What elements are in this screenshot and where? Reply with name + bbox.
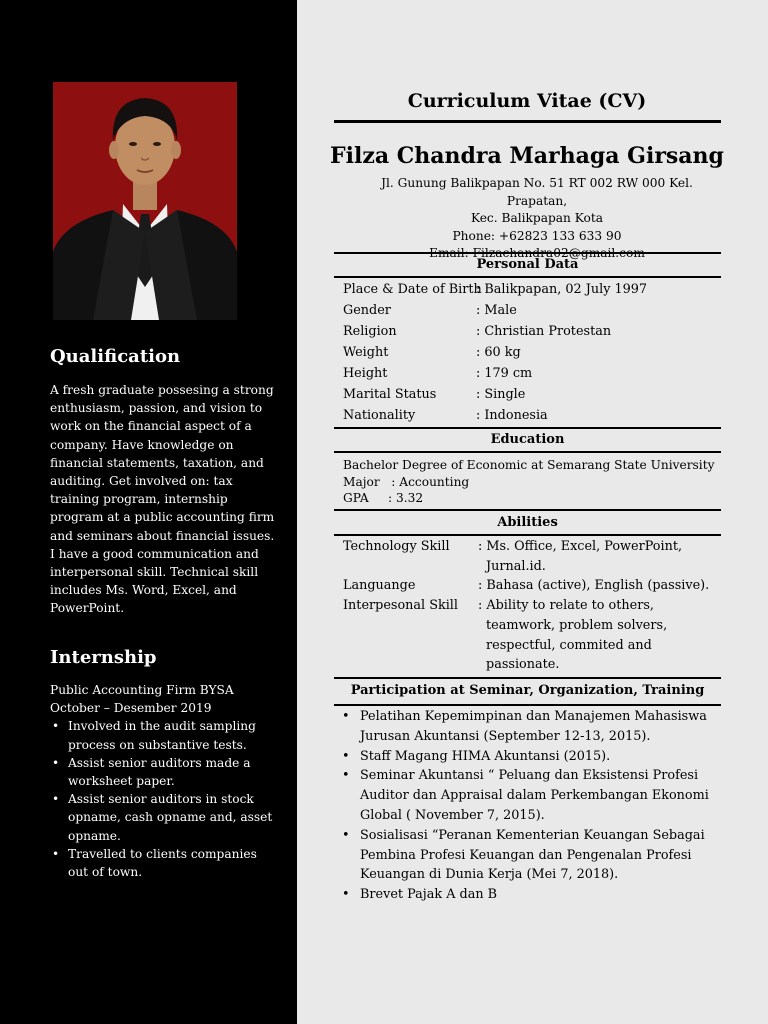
personal-data-heading: Personal Data: [476, 257, 579, 272]
internship-company: Public Accounting Firm BYSA: [50, 683, 234, 697]
field-value: : Christian Protestan: [476, 324, 612, 339]
ability-value: : Bahasa (active), English (passive).: [478, 578, 710, 593]
list-item: • Sosialisasi “Peranan Kementerian Keuangan Sebagai Pembina Profesi Keuangan dan Pengenalan Profesi Keuangan di Dunia Kerja (Mei 7, 2018).: [340, 826, 720, 885]
profile-photo: [53, 82, 237, 320]
title-divider: [334, 120, 721, 123]
section-divider: [334, 704, 721, 706]
list-item: • Travelled to clients companies out of town.: [50, 845, 275, 881]
address-line-2: Kec. Balikpapan Kota: [470, 211, 604, 225]
abilities-heading: Abilities: [497, 515, 558, 530]
degree-text: Bachelor Degree of Economic at Semarang State University: [343, 458, 715, 472]
person-portrait-image: [53, 82, 237, 320]
field-value: : Single: [476, 387, 526, 402]
contact-block: [357, 175, 717, 263]
section-divider: [334, 427, 721, 429]
ability-value: : Ms. Office, Excel, PowerPoint, Jurnal.id.: [478, 539, 683, 574]
field-label: Nationality: [343, 408, 416, 423]
left-sidebar: [0, 0, 297, 1024]
ability-row-language: [343, 576, 743, 596]
section-divider: [334, 677, 721, 679]
section-divider: [334, 451, 721, 453]
ability-label: Languange: [343, 578, 416, 593]
document-title: Curriculum Vitae (CV): [407, 90, 647, 112]
list-item: • Brevet Pajak A dan B: [340, 885, 720, 905]
section-divider: [334, 509, 721, 511]
field-value: : Indonesia: [476, 408, 548, 423]
major-text: Major : Accounting: [343, 474, 470, 489]
address-line-1: Jl. Gunung Balikpapan No. 51 RT 002 RW 000 Kel. Prapatan,: [381, 176, 693, 208]
list-item: • Assist senior auditors in stock opname, cash opname and, asset opname.: [50, 790, 275, 845]
education-block: [343, 457, 715, 507]
list-item: • Staff Magang HIMA Akuntansi (2015).: [340, 747, 720, 767]
field-label: Place & Date of Birth: [343, 282, 482, 297]
applicant-name: Filza Chandra Marhaga Girsang: [330, 143, 724, 169]
ability-row-interpersonal: [343, 596, 743, 676]
field-value: : Male: [476, 303, 517, 318]
internship-heading: Internship: [50, 647, 157, 668]
list-item: • Seminar Akuntansi “ Peluang dan Eksistensi Profesi Auditor dan Appraisal dalam Perkembangan Ekonomi Global ( November 7, 2015).: [340, 766, 720, 825]
education-heading: Education: [490, 432, 565, 447]
field-label: Gender: [343, 303, 391, 318]
ability-value: : Ability to relate to others, teamwork, problem solvers, respectful, commited and passionate.: [478, 598, 668, 673]
field-label: Religion: [343, 324, 397, 339]
field-label: Height: [343, 366, 388, 381]
field-value: : Balikpapan, 02 July 1997: [476, 282, 648, 297]
seminar-list: [340, 707, 720, 905]
field-value: : 179 cm: [476, 366, 533, 381]
field-label: Weight: [343, 345, 389, 360]
section-divider: [334, 252, 721, 254]
list-item: • Assist senior auditors made a worksheet paper.: [50, 754, 275, 790]
phone-text: Phone: +62823 133 633 90: [452, 228, 622, 243]
ability-row-technology: [343, 537, 743, 577]
ability-label: Technology Skill: [343, 539, 450, 554]
qualification-heading: Qualification: [50, 346, 181, 367]
internship-period: October – Desember 2019: [50, 701, 212, 716]
field-value: : 60 kg: [476, 345, 521, 360]
qualification-text: A fresh graduate possesing a strong enthusiasm, passion, and vision to work on the financial aspect of a company. Have knowledge on financial statements, taxation, and auditing. Get involved on: tax training program, internship program at a public accounting firm and seminars about financial issues. I have a good communication and interpersonal skill. Technical skill includes Ms. Word, Excel, and PowerPoint.: [50, 383, 275, 616]
list-item: • Pelatihan Kepemimpinan dan Manajemen Mahasiswa Jurusan Akuntansi (September 12-13, 2015).: [340, 707, 720, 747]
main-content: [297, 0, 768, 1024]
field-label: Marital Status: [343, 387, 437, 402]
internship-list: [50, 717, 275, 881]
internship-block: [50, 681, 275, 881]
gpa-text: GPA : 3.32: [343, 491, 424, 505]
section-divider: [334, 534, 721, 536]
ability-label: Interpesonal Skill: [343, 598, 458, 613]
seminars-heading: Participation at Seminar, Organization, Training: [350, 683, 705, 698]
section-divider: [334, 276, 721, 278]
list-item: • Involved in the audit sampling process on substantive tests.: [50, 717, 275, 753]
